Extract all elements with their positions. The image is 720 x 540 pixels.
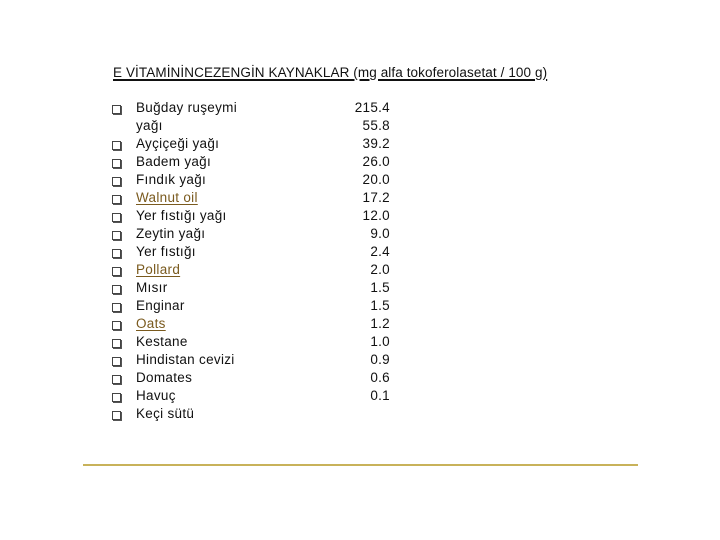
- source-name: Badem yağı: [136, 154, 212, 169]
- source-value: 215.4: [354, 100, 390, 115]
- source-value: 0.1: [370, 388, 390, 403]
- source-name: Yer fıstığı yağı: [136, 208, 227, 223]
- list-item: [110, 261, 390, 279]
- source-value: 0.9: [370, 352, 390, 367]
- source-name: Zeytin yağı: [136, 226, 206, 241]
- square-bullet-icon: [112, 141, 121, 150]
- source-value: 1.5: [370, 280, 390, 295]
- square-bullet-icon: [112, 249, 121, 258]
- square-bullet-icon: [112, 357, 121, 366]
- source-name: yağı: [136, 118, 163, 133]
- square-bullet-icon: [112, 303, 121, 312]
- footer-divider: [83, 464, 638, 466]
- source-value: 26.0: [362, 154, 390, 169]
- square-bullet-icon: [112, 105, 121, 114]
- list-item: [110, 207, 390, 225]
- square-bullet-icon: [112, 375, 121, 384]
- source-name: Hindistan cevizi: [136, 352, 235, 367]
- square-bullet-icon: [112, 285, 121, 294]
- source-value: 1.5: [370, 298, 390, 313]
- list-item: [110, 405, 390, 423]
- source-value: 1.2: [370, 316, 390, 331]
- source-value: 12.0: [362, 208, 390, 223]
- source-value: 20.0: [362, 172, 390, 187]
- list-item: [110, 99, 390, 117]
- source-value: 1.0: [370, 334, 390, 349]
- list-item: [110, 279, 390, 297]
- square-bullet-icon: [112, 339, 121, 348]
- square-bullet-icon: [112, 393, 121, 402]
- square-bullet-icon: [112, 159, 121, 168]
- list-item: [110, 315, 390, 333]
- source-name-link[interactable]: Walnut oil: [136, 190, 198, 205]
- square-bullet-icon: [112, 411, 121, 420]
- source-value: 9.0: [370, 226, 390, 241]
- source-value: 2.4: [370, 244, 390, 259]
- list-item: [110, 153, 390, 171]
- source-name: Kestane: [136, 334, 188, 349]
- list-item: [110, 351, 390, 369]
- source-name: Buğday ruşeymi: [136, 100, 237, 115]
- list-item: [110, 333, 390, 351]
- source-name: Havuç: [136, 388, 176, 403]
- list-item: [110, 297, 390, 315]
- list-item: [110, 189, 390, 207]
- source-name: Keçi sütü: [136, 406, 195, 421]
- list-item: [110, 369, 390, 387]
- slide-title: E VİTAMİNİNCEZENGİN KAYNAKLAR (mg alfa tokoferolasetat / 100 g): [113, 65, 548, 80]
- source-name-link[interactable]: Pollard: [136, 262, 181, 277]
- square-bullet-icon: [112, 267, 121, 276]
- vitamin-e-source-list: [110, 99, 390, 423]
- source-name: Fındık yağı: [136, 172, 207, 187]
- source-value: 2.0: [370, 262, 390, 277]
- source-value: 39.2: [362, 136, 390, 151]
- square-bullet-icon: [112, 213, 121, 222]
- square-bullet-icon: [112, 231, 121, 240]
- list-item: [110, 171, 390, 189]
- list-item: [110, 387, 390, 405]
- source-value: 55.8: [362, 118, 390, 133]
- source-name: Ayçiçeği yağı: [136, 136, 220, 151]
- source-name: Domates: [136, 370, 193, 385]
- list-item: [110, 135, 390, 153]
- source-name: Yer fıstığı: [136, 244, 196, 259]
- square-bullet-icon: [112, 177, 121, 186]
- source-value: 0.6: [370, 370, 390, 385]
- source-value: 17.2: [362, 190, 390, 205]
- source-name-link[interactable]: Oats: [136, 316, 166, 331]
- source-name: Mısır: [136, 280, 168, 295]
- list-item: [110, 225, 390, 243]
- list-item: [110, 243, 390, 261]
- source-name: Enginar: [136, 298, 185, 313]
- square-bullet-icon: [112, 321, 121, 330]
- list-item: [110, 117, 390, 135]
- square-bullet-icon: [112, 195, 121, 204]
